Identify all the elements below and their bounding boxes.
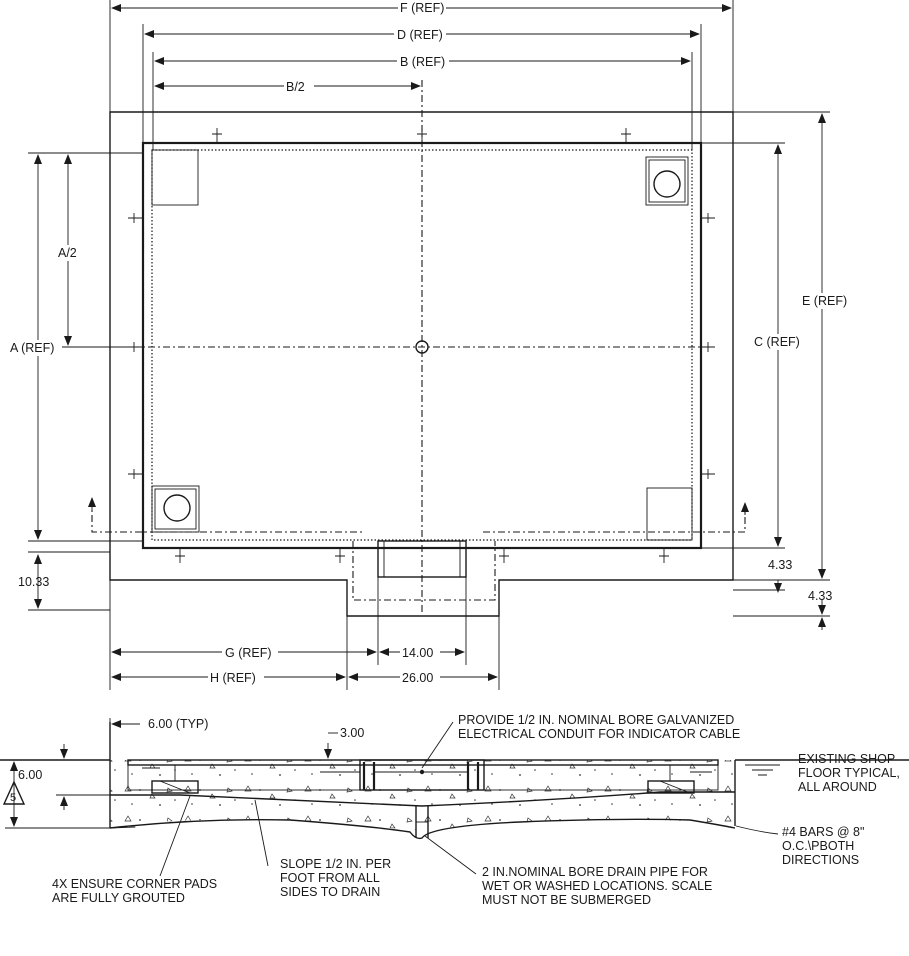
slope-symbol-label: 5 — [10, 792, 17, 804]
dim-c-label: C (REF) — [754, 335, 800, 349]
note-floor-line-1: EXISTING SHOP — [798, 752, 896, 766]
bars-leader — [736, 826, 778, 834]
note-drain-line-2: WET OR WASHED LOCATIONS. SCALE — [482, 879, 713, 893]
note-drain-line-3: MUST NOT BE SUBMERGED — [482, 893, 652, 907]
loadcell-bottom-left — [164, 495, 190, 521]
note-floor-line-2: FLOOR TYPICAL, — [798, 766, 900, 780]
conduit-left — [92, 500, 140, 532]
section-view — [0, 713, 909, 907]
note-bars-line-3: DIRECTIONS — [782, 853, 860, 867]
dim-h-label: H (REF) — [210, 671, 256, 685]
loadcell-box-bottom-left — [152, 486, 199, 532]
dim-a-half-label: A/2 — [58, 246, 77, 260]
dim-b-half-label: B/2 — [286, 80, 305, 94]
dim-14-label: 14.00 — [402, 646, 434, 660]
dim-e-label: E (REF) — [802, 294, 848, 308]
dim-26-label: 26.00 — [402, 671, 434, 685]
loadcell-top-right — [654, 171, 680, 197]
dim-300-label: 3.00 — [340, 726, 365, 740]
note-bars-line-1: #4 BARS @ 8" — [782, 825, 865, 839]
drain-leader — [425, 836, 476, 874]
loadcell-box-top-left — [152, 150, 198, 205]
note-bars-line-2: O.C.\PBOTH — [782, 839, 855, 853]
note-pads-line-1: 4X ENSURE CORNER PADS — [52, 877, 218, 891]
note-floor-line-3: ALL AROUND — [798, 780, 877, 794]
note-slope-line-1: SLOPE 1/2 IN. PER — [280, 857, 392, 871]
dim-600-label: 6.00 — [18, 768, 43, 782]
dim-4-33-lower-label: 4.33 — [808, 589, 833, 603]
note-slope-line-2: FOOT FROM ALL — [280, 871, 380, 885]
dim-d-label: D (REF) — [397, 28, 443, 42]
note-pads-line-2: ARE FULLY GROUTED — [52, 891, 185, 905]
note-slope-line-3: SIDES TO DRAIN — [280, 885, 381, 899]
note-conduit-line-1: PROVIDE 1/2 IN. NOMINAL BORE GALVANIZED — [458, 713, 735, 727]
dim-b-label: B (REF) — [400, 55, 446, 69]
floor-symbol — [745, 765, 780, 775]
loadcell-box-top-right — [646, 157, 688, 205]
note-conduit-line-2: ELECTRICAL CONDUIT FOR INDICATOR CABLE — [458, 727, 741, 741]
dim-4-33-upper-label: 4.33 — [768, 558, 793, 572]
dim-g-label: G (REF) — [225, 646, 272, 660]
dim-f-label: F (REF) — [400, 1, 445, 15]
plan-view — [8, 0, 852, 690]
dim-10-33-label: 10.33 — [18, 575, 50, 589]
dim-a-label: A (REF) — [10, 341, 55, 355]
dim-typ-label: 6.00 (TYP) — [148, 717, 209, 731]
note-drain-line-1: 2 IN.NOMINAL BORE DRAIN PIPE FOR — [482, 865, 708, 879]
